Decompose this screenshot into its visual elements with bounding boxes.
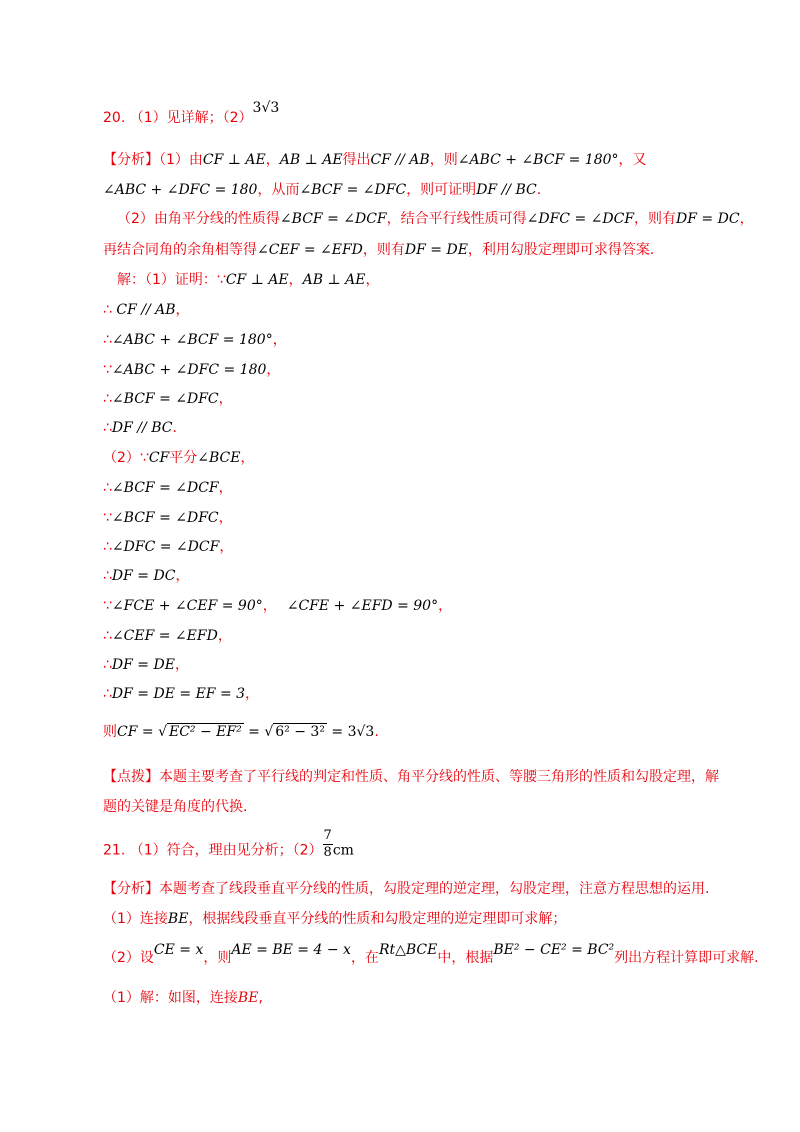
- text: 平分: [169, 450, 198, 466]
- solution20-line10: [103, 537, 233, 557]
- text: ，在: [350, 950, 379, 966]
- math: CF ⊥ AE: [202, 152, 266, 168]
- solution20-line3: [103, 330, 287, 350]
- text: ∵: [103, 598, 112, 614]
- text: ，: [288, 272, 303, 288]
- text: ，从而: [257, 182, 300, 198]
- text: ，结合平行线性质可得: [386, 211, 527, 227]
- math: DF = DC: [676, 211, 740, 227]
- q21-head-text: 21. （1）符合，理由见分析；（2）: [103, 842, 323, 859]
- analysis20-line2: [103, 180, 541, 200]
- solution20-line4: [103, 360, 280, 380]
- math: ∠ABC + ∠BCF = 180°: [111, 332, 273, 348]
- math: BE: [237, 990, 259, 1006]
- analysis20-line1: [103, 150, 647, 170]
- solution20-line2: [103, 300, 190, 320]
- text: 本题主要考查了平行线的判定和性质、角平分线的性质、等腰三角形的性质和勾股定理，解: [159, 769, 719, 785]
- text: ∴: [103, 391, 112, 407]
- text: .: [172, 420, 177, 436]
- text: ∴: [103, 628, 112, 644]
- math: = 3√3: [326, 724, 375, 740]
- text: ，: [175, 302, 190, 318]
- tip20-line2: [103, 797, 247, 817]
- solution20-line5: [103, 389, 233, 409]
- text: ，: [218, 510, 233, 526]
- text: ，: [218, 480, 233, 496]
- unit: cm: [332, 842, 354, 859]
- text: （1）由: [159, 152, 203, 168]
- math: DF = DE: [404, 242, 468, 258]
- math: DF // BC: [476, 182, 537, 198]
- math: ∠BCF = ∠DFC: [299, 182, 407, 198]
- math: CF: [148, 450, 170, 466]
- text: ，则可证明: [406, 182, 477, 198]
- math: AB ⊥ AE: [302, 272, 366, 288]
- text: ∵: [103, 362, 112, 378]
- solution21-line1: [103, 988, 263, 1008]
- q20-answer-2: 3√3: [252, 100, 280, 116]
- text: 列出方程计算即可求解.: [614, 950, 759, 966]
- text: ，利用勾股定理即可求得答案.: [467, 242, 655, 258]
- math: ∠CFE + ∠EFD = 90°: [286, 598, 439, 614]
- text: ∴: [103, 480, 112, 496]
- solution20-line12: [103, 596, 452, 616]
- text: ，: [365, 272, 380, 288]
- text: ∴: [103, 568, 112, 584]
- text: ∴: [103, 686, 112, 702]
- analysis20-line4: [103, 240, 654, 260]
- analysis21-line2: [103, 909, 566, 929]
- math: ∠FCE + ∠CEF = 90°: [111, 598, 263, 614]
- text: ∴: [103, 420, 112, 436]
- math: ∠BCF = ∠DCF: [111, 480, 219, 496]
- q21-answer-fraction: [323, 828, 333, 861]
- text: 再结合同角的余角相等得: [103, 242, 257, 258]
- math: ∠DFC = ∠DCF: [526, 211, 635, 227]
- sqrt-sign: √: [264, 724, 274, 740]
- text: ，: [175, 568, 190, 584]
- solution20-line11: [103, 566, 189, 586]
- text: ∴: [103, 332, 112, 348]
- tip-tag: 【点拨】: [103, 769, 159, 785]
- math: AB ⊥ AE: [279, 152, 343, 168]
- text: ，: [217, 628, 232, 644]
- text: ,: [258, 990, 263, 1006]
- text: 本题考查了线段垂直平分线的性质，勾股定理的逆定理，勾股定理，注意方程思想的运用.: [159, 881, 710, 897]
- text: （2）由角平分线的性质得: [117, 211, 280, 227]
- text: ，: [174, 657, 189, 673]
- math: CE = x: [153, 942, 204, 958]
- math: CF ⊥ AE: [225, 272, 289, 288]
- text: 得出: [342, 152, 371, 168]
- math: ∠ABC + ∠DFC = 180: [111, 362, 267, 378]
- analysis-tag: 【分析】: [103, 881, 159, 897]
- solution20-line8: [103, 478, 233, 498]
- math: Rt△BCE: [378, 942, 438, 958]
- solution20-line13: [103, 626, 232, 646]
- text: ，: [272, 332, 287, 348]
- text: ∴: [103, 539, 112, 555]
- text: ，则有: [362, 242, 405, 258]
- math: =: [243, 724, 265, 740]
- math: ∠BCF = ∠DCF: [279, 211, 387, 227]
- fraction-numerator: 7: [323, 828, 332, 843]
- solution20-line15: [103, 684, 259, 704]
- text: ，则: [203, 950, 232, 966]
- math: ∠BCF = ∠DFC: [111, 510, 219, 526]
- solution20-line16: [103, 722, 379, 742]
- text: 中，根据: [437, 950, 494, 966]
- text: （2）设: [103, 950, 154, 966]
- math: DF // BC: [111, 420, 173, 436]
- text: ，: [266, 362, 281, 378]
- text: ，则: [429, 152, 458, 168]
- math: ∠CEF = ∠EFD: [111, 628, 218, 644]
- text: （1）连接: [103, 911, 168, 927]
- q20-heading: [103, 100, 280, 128]
- math: ∠ABC + ∠DFC = 180: [103, 182, 258, 198]
- analysis21-line3: [103, 942, 759, 968]
- text: ，则有: [634, 211, 677, 227]
- text: 解：（1）证明：∵: [117, 272, 226, 288]
- analysis21-line1: [103, 879, 709, 899]
- math: DF = DE = EF = 3: [111, 686, 246, 702]
- text: （1）解：如图，连接: [103, 990, 238, 1006]
- text: ，: [438, 598, 453, 614]
- math-radicand: 6² − 3²: [275, 724, 325, 740]
- text: .: [374, 724, 379, 740]
- math: AE = BE = 4 − x: [231, 942, 351, 958]
- text: ，: [262, 598, 277, 614]
- text: 则: [103, 724, 117, 740]
- math: ∠DFC = ∠DCF: [111, 539, 220, 555]
- text: 题的关键是角度的代换.: [103, 799, 248, 815]
- text: ∴: [103, 302, 117, 318]
- text: ∵: [103, 510, 112, 526]
- analysis20-line3: [117, 209, 754, 229]
- sqrt-sign: √: [158, 724, 167, 740]
- text: ，根据线段垂直平分线的性质和勾股定理的逆定理即可求解；: [188, 911, 567, 927]
- text: ，又: [618, 152, 647, 168]
- text: ，: [218, 391, 233, 407]
- text: ，: [219, 539, 234, 555]
- text: ∴: [103, 657, 112, 673]
- math: CF // AB: [116, 302, 176, 318]
- math: DF = DC: [111, 568, 176, 584]
- math: ∠ABC + ∠BCF = 180°: [457, 152, 619, 168]
- math: CF // AB: [370, 152, 430, 168]
- q21-heading: [103, 828, 354, 867]
- solution20-line9: [103, 508, 233, 528]
- text: ，: [265, 152, 280, 168]
- math: BE² − CE² = BC²: [493, 942, 615, 958]
- solution20-line1: [117, 270, 379, 290]
- text: .: [536, 182, 542, 198]
- solution20-line7: [103, 448, 254, 468]
- text: （2）∵: [103, 450, 149, 466]
- text: ，: [739, 211, 754, 227]
- text: ，: [240, 450, 255, 466]
- analysis-tag: 【分析】: [103, 152, 159, 168]
- tip20-line1: [103, 767, 719, 787]
- solution20-line14: [103, 655, 189, 675]
- solution20-line6: [103, 418, 177, 438]
- math: ∠BCF = ∠DFC: [111, 391, 219, 407]
- math: CF =: [117, 724, 159, 740]
- math: ∠BCE: [197, 450, 241, 466]
- text: ，: [245, 686, 260, 702]
- math: BE: [167, 911, 189, 927]
- q20-head-text: 20. （1）见详解；（2）: [103, 110, 253, 126]
- fraction-denominator: 8: [323, 845, 332, 860]
- math: ∠CEF = ∠EFD: [257, 242, 363, 258]
- math: DF = DE: [111, 657, 175, 673]
- math-radicand: EC² − EF²: [168, 724, 242, 740]
